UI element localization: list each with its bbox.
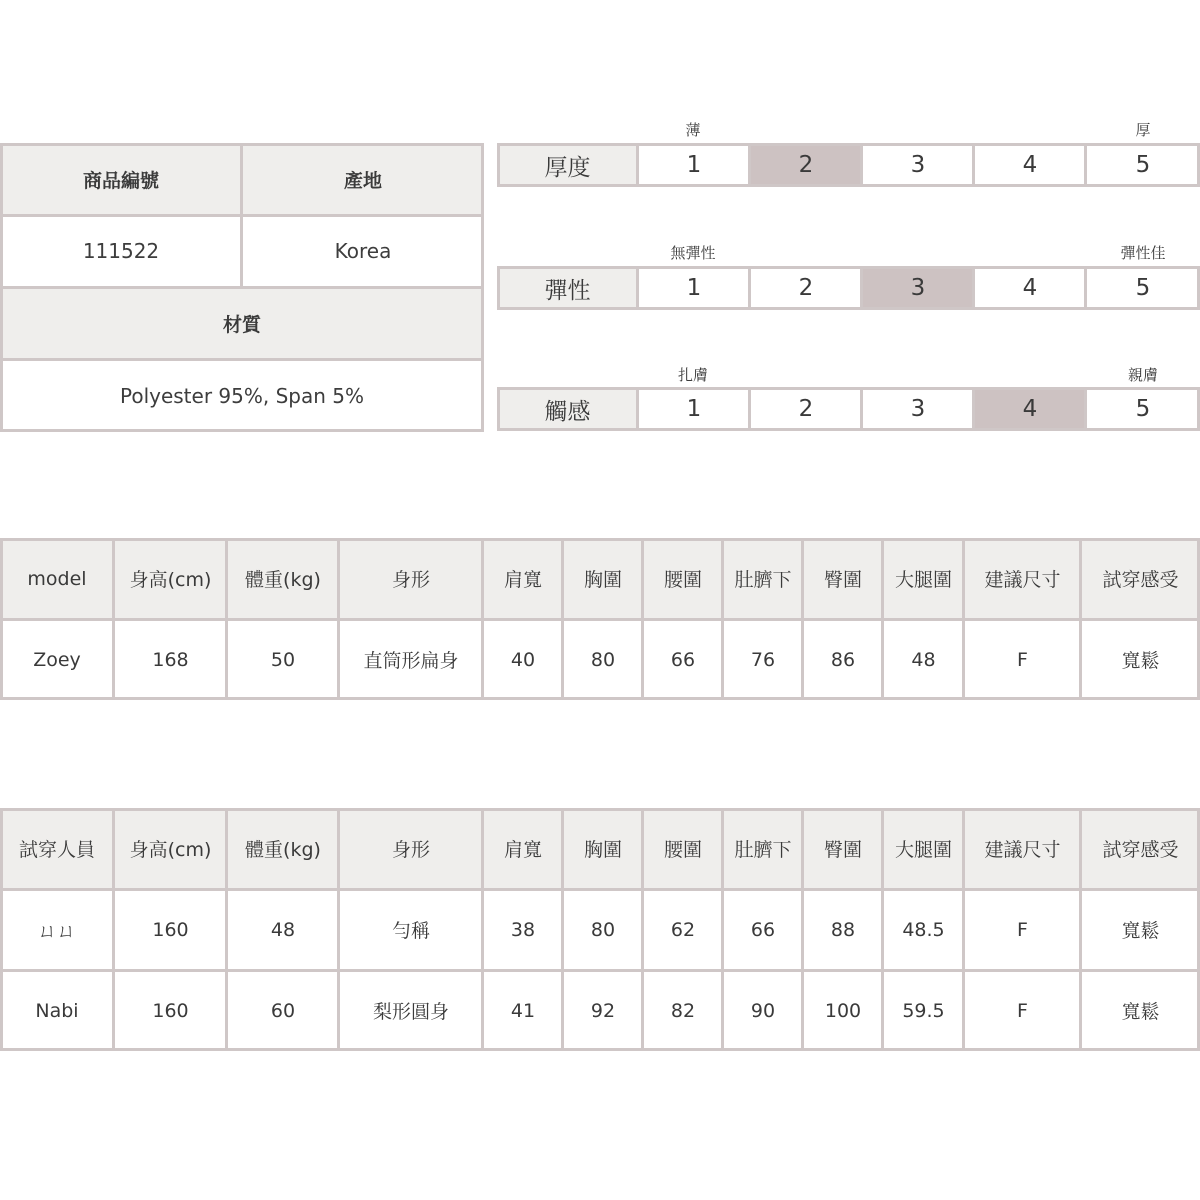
model-suggested-size: F <box>964 619 1081 700</box>
elasticity-option-3-selected: 3 <box>862 266 974 310</box>
header-bust: 胸圍 <box>563 538 643 619</box>
header-below-navel: 肚臍下 <box>723 538 803 619</box>
tester-waist: 62 <box>643 889 723 970</box>
tester-name: ㄩㄩ <box>0 889 114 970</box>
tester-bust: 80 <box>563 889 643 970</box>
tester-name: Nabi <box>0 970 114 1051</box>
tester-suggested-size: F <box>964 889 1081 970</box>
thickness-label: 厚度 <box>497 143 638 187</box>
model-below-navel: 76 <box>723 619 803 700</box>
texture-option-4-selected: 4 <box>974 387 1086 431</box>
elasticity-option-2: 2 <box>750 266 862 310</box>
tester-hip: 100 <box>803 970 883 1051</box>
tester-body-shape: 梨形圓身 <box>339 970 483 1051</box>
texture-low-caption: 扎膚 <box>677 366 708 384</box>
fitting-size-table <box>0 808 1200 1051</box>
tester-fit-feeling: 寬鬆 <box>1081 889 1200 970</box>
model-shoulder: 40 <box>483 619 563 700</box>
tester-suggested-size: F <box>964 970 1081 1051</box>
tester-hip: 88 <box>803 889 883 970</box>
elasticity-scale <box>497 266 1200 310</box>
elasticity-low-caption: 無彈性 <box>670 244 716 262</box>
tester-weight: 60 <box>227 970 339 1051</box>
product-info-table <box>0 143 484 432</box>
header-thigh: 大腿圍 <box>883 538 964 619</box>
model-waist: 66 <box>643 619 723 700</box>
texture-scale <box>497 387 1200 431</box>
model-name: Zoey <box>0 619 114 700</box>
header-fit-feeling: 試穿感受 <box>1081 808 1200 889</box>
header-bust: 胸圍 <box>563 808 643 889</box>
elasticity-option-1: 1 <box>638 266 750 310</box>
header-fit-feeling: 試穿感受 <box>1081 538 1200 619</box>
model-size-table <box>0 538 1200 700</box>
header-hip: 臀圍 <box>803 808 883 889</box>
thickness-option-1: 1 <box>638 143 750 187</box>
header-height: 身高(cm) <box>114 808 227 889</box>
tester-waist: 82 <box>643 970 723 1051</box>
header-suggested-size: 建議尺寸 <box>964 538 1081 619</box>
header-tester: 試穿人員 <box>0 808 114 889</box>
tester-height: 160 <box>114 970 227 1051</box>
tester-below-navel: 66 <box>723 889 803 970</box>
header-waist: 腰圍 <box>643 808 723 889</box>
header-hip: 臀圍 <box>803 538 883 619</box>
header-suggested-size: 建議尺寸 <box>964 808 1081 889</box>
tester-body-shape: 勻稱 <box>339 889 483 970</box>
thickness-option-3: 3 <box>862 143 974 187</box>
tester-shoulder: 38 <box>483 889 563 970</box>
texture-high-caption: 親膚 <box>1127 366 1158 384</box>
elasticity-option-5: 5 <box>1086 266 1200 310</box>
header-below-navel: 肚臍下 <box>723 808 803 889</box>
model-bust: 80 <box>563 619 643 700</box>
texture-option-3: 3 <box>862 387 974 431</box>
header-thigh: 大腿圍 <box>883 808 964 889</box>
header-body-shape: 身形 <box>339 538 483 619</box>
origin-label: 產地 <box>242 143 484 215</box>
model-body-shape: 直筒形扁身 <box>339 619 483 700</box>
material-value: Polyester 95%, Span 5% <box>0 359 484 432</box>
model-height: 168 <box>114 619 227 700</box>
tester-fit-feeling: 寬鬆 <box>1081 970 1200 1051</box>
tester-thigh: 59.5 <box>883 970 964 1051</box>
header-weight: 體重(kg) <box>227 808 339 889</box>
thickness-option-2-selected: 2 <box>750 143 862 187</box>
elasticity-high-caption: 彈性佳 <box>1120 244 1166 262</box>
texture-option-1: 1 <box>638 387 750 431</box>
thickness-high-caption: 厚 <box>1135 121 1151 139</box>
header-height: 身高(cm) <box>114 538 227 619</box>
model-thigh: 48 <box>883 619 964 700</box>
tester-thigh: 48.5 <box>883 889 964 970</box>
tester-weight: 48 <box>227 889 339 970</box>
product-code-label: 商品編號 <box>0 143 242 215</box>
texture-option-5: 5 <box>1086 387 1200 431</box>
model-hip: 86 <box>803 619 883 700</box>
tester-below-navel: 90 <box>723 970 803 1051</box>
tester-height: 160 <box>114 889 227 970</box>
tester-bust: 92 <box>563 970 643 1051</box>
material-label: 材質 <box>0 287 484 359</box>
model-fit-feeling: 寬鬆 <box>1081 619 1200 700</box>
header-weight: 體重(kg) <box>227 538 339 619</box>
elasticity-option-4: 4 <box>974 266 1086 310</box>
thickness-scale <box>497 143 1200 187</box>
thickness-option-5: 5 <box>1086 143 1200 187</box>
model-weight: 50 <box>227 619 339 700</box>
texture-label: 觸感 <box>497 387 638 431</box>
header-body-shape: 身形 <box>339 808 483 889</box>
origin-value: Korea <box>242 215 484 287</box>
header-shoulder: 肩寬 <box>483 808 563 889</box>
tester-shoulder: 41 <box>483 970 563 1051</box>
thickness-low-caption: 薄 <box>685 121 701 139</box>
header-waist: 腰圍 <box>643 538 723 619</box>
elasticity-label: 彈性 <box>497 266 638 310</box>
header-shoulder: 肩寬 <box>483 538 563 619</box>
header-model: model <box>0 538 114 619</box>
texture-option-2: 2 <box>750 387 862 431</box>
thickness-option-4: 4 <box>974 143 1086 187</box>
product-code-value: 111522 <box>0 215 242 287</box>
